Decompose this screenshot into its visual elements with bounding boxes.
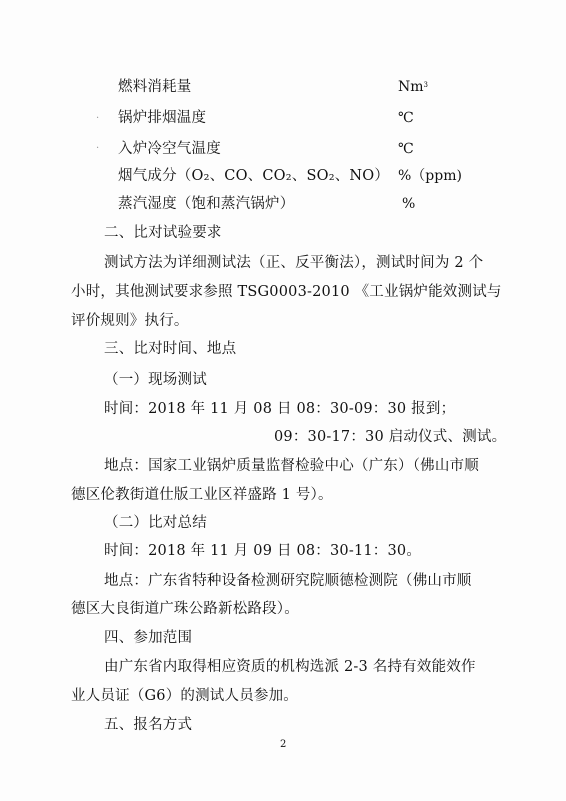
param-fuel-consumption-unit: Nm$^3$ (398, 79, 428, 95)
place-line: 德区大良街道广珠公路新松路段）。 (71, 601, 299, 617)
paragraph-line: 由广东省内取得相应资质的机构选派 2-3 名持有效能效作 (104, 659, 476, 675)
time-line: 09：30-17：30 启动仪式、测试。 (274, 429, 507, 445)
place-line: 地点：广东省特种设备检测研究院顺德检测院（佛山市顺 (104, 573, 472, 589)
param-exhaust-temperature: 锅炉排烟温度 (118, 110, 207, 126)
time-line: 时间：2018 年 11 月 08 日 08：30-09：30 报到； (104, 401, 456, 417)
param-inlet-air-temperature: 入炉冷空气温度 (118, 141, 221, 157)
param-flue-gas-composition: 烟气成分（O₂、CO、CO₂、SO₂、NO） (118, 168, 390, 184)
page-number: 2 (280, 739, 287, 750)
param-steam-humidity-unit: % (402, 196, 416, 212)
param-inlet-air-temperature-unit: ℃ (398, 141, 414, 157)
section-heading-registration: 五、报名方式 (104, 717, 193, 733)
param-flue-gas-composition-unit: %（ppm) (398, 168, 462, 184)
place-line: 地点：国家工业锅炉质量监督检验中心（广东）（佛山市顺 (104, 458, 479, 474)
place-line: 德区伦教街道仕版工业区祥盛路 1 号）。 (71, 487, 333, 503)
param-exhaust-temperature-unit: ℃ (398, 110, 414, 126)
param-steam-humidity: 蒸汽湿度（饱和蒸汽锅炉） (118, 196, 295, 212)
paragraph-line: 评价规则》执行。 (71, 313, 189, 329)
paragraph-line: 测试方法为详细测试法（正、反平衡法），测试时间为 2 个 (104, 255, 484, 271)
scan-mark: · (96, 143, 100, 154)
subheading-onsite-test: （一）现场测试 (104, 372, 207, 388)
param-fuel-consumption: 燃料消耗量 (118, 79, 192, 95)
scan-mark: · (96, 113, 100, 124)
subheading-summary: （二）比对总结 (104, 515, 207, 531)
paragraph-line: 小时，其他测试要求参照 TSG0003-2010 《工业锅炉能效测试与 (71, 284, 502, 300)
section-heading-scope: 四、参加范围 (104, 630, 193, 646)
section-heading-requirements: 二、比对试验要求 (104, 225, 222, 241)
section-heading-time-place: 三、比对时间、地点 (104, 341, 237, 357)
time-line: 时间：2018 年 11 月 09 日 08：30-11：30。 (104, 543, 422, 559)
paragraph-line: 业人员证（G6）的测试人员参加。 (71, 688, 299, 704)
